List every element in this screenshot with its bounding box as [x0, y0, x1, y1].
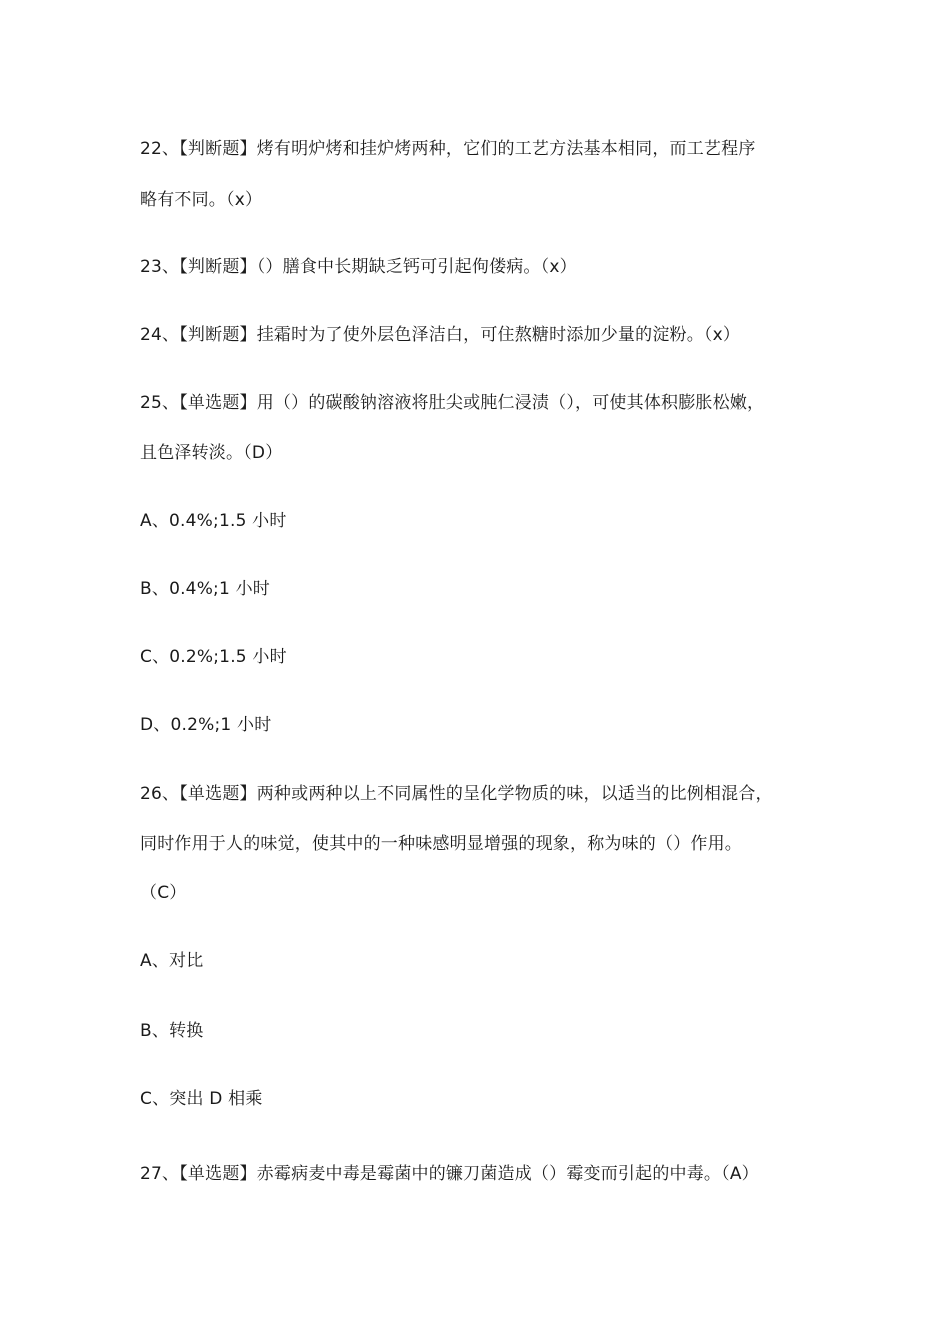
- question-25-line-1: 25、【单选题】用（）的碳酸钠溶液将肚尖或肫仁浸渍（），可使其体积膨胀松嫩，: [140, 393, 765, 413]
- question-26-option-b: B、转换: [140, 1021, 204, 1041]
- question-22-line-2: 略有不同。（x）: [140, 190, 263, 210]
- question-23-line-1: 23、【判断题】（）膳食中长期缺乏钙可引起佝偻病。（x）: [140, 257, 577, 277]
- question-26-line-2: 同时作用于人的味觉，使其中的一种味感明显增强的现象，称为味的（）作用。: [140, 834, 742, 854]
- question-26-option-c: C、突出 D 相乘: [140, 1089, 263, 1109]
- question-25-line-2: 且色泽转淡。（D）: [140, 443, 283, 463]
- question-25-option-b: B、0.4%;1 小时: [140, 579, 270, 599]
- question-25-option-c: C、0.2%;1.5 小时: [140, 647, 287, 667]
- question-25-option-a: A、0.4%;1.5 小时: [140, 511, 287, 531]
- question-26-option-a: A、对比: [140, 951, 204, 971]
- question-25-option-d: D、0.2%;1 小时: [140, 715, 272, 735]
- question-26-line-1: 26、【单选题】两种或两种以上不同属性的呈化学物质的味，以适当的比例相混合，: [140, 784, 773, 804]
- question-24-line-1: 24、【判断题】挂霜时为了使外层色泽洁白，可住熬糖时添加少量的淀粉。（x）: [140, 325, 741, 345]
- question-22-line-1: 22、【判断题】烤有明炉烤和挂炉烤两种，它们的工艺方法基本相同，而工艺程序: [140, 139, 756, 159]
- question-27-line-1: 27、【单选题】赤霉病麦中毒是霉菌中的镰刀菌造成（）霉变而引起的中毒。（A）: [140, 1164, 759, 1184]
- question-26-line-3: （C）: [140, 883, 187, 903]
